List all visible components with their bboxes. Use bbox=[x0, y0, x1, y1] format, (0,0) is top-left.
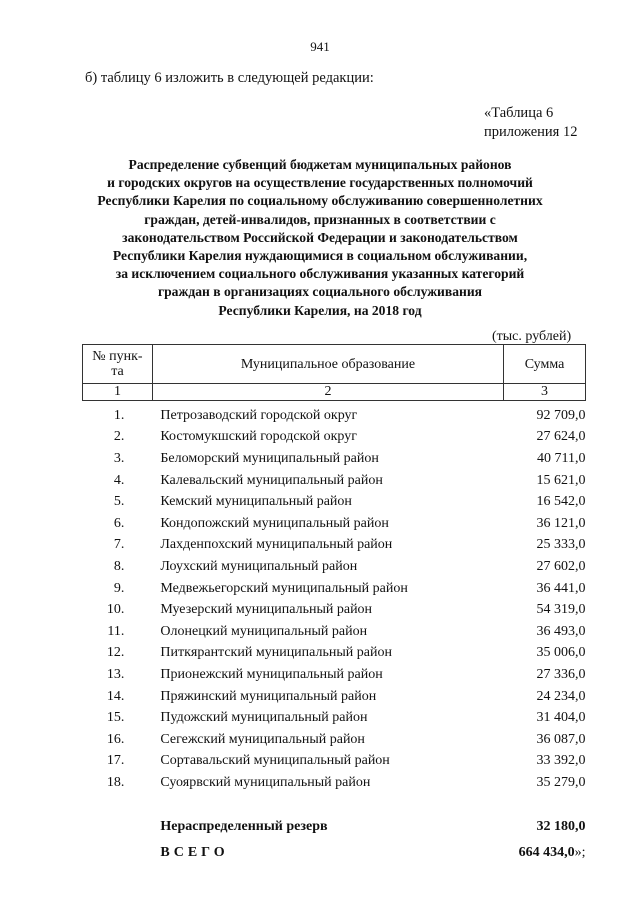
municipality-name: Олонецкий муниципальный район bbox=[160, 623, 368, 639]
municipality-name: Пряжинский муниципальный район bbox=[160, 688, 377, 704]
municipality-name: Сортавальский муниципальный район bbox=[160, 753, 390, 769]
table-row bbox=[83, 686, 586, 708]
reserve-sum: 32 180,0 bbox=[536, 818, 586, 834]
table-row bbox=[83, 772, 586, 794]
column-number: 1 bbox=[83, 384, 153, 401]
title-line: законодательством Российской Федерации и законодательством bbox=[122, 229, 518, 245]
table-row bbox=[83, 621, 586, 643]
row-number: 2. bbox=[113, 429, 125, 445]
total-sum-cell bbox=[504, 840, 586, 866]
row-number: 12. bbox=[106, 645, 125, 661]
row-sum: 40 711,0 bbox=[537, 450, 586, 466]
municipality-name: Петрозаводский городской округ bbox=[160, 407, 358, 423]
row-sum: 36 441,0 bbox=[536, 580, 586, 596]
table-row bbox=[83, 664, 586, 686]
page-number: 941 bbox=[310, 39, 330, 54]
table-row bbox=[83, 707, 586, 729]
title-line: Республики Карелия по социальному обслуживанию совершеннолетних bbox=[97, 193, 543, 209]
reserve-number-cell bbox=[83, 814, 153, 840]
row-sum: 36 493,0 bbox=[536, 623, 586, 639]
header-item-number-line-1: № пунк- bbox=[92, 349, 143, 364]
municipality-name: Калевальский муниципальный район bbox=[160, 472, 383, 488]
row-sum: 15 621,0 bbox=[536, 472, 586, 488]
row-number: 5. bbox=[113, 494, 125, 510]
total-row bbox=[83, 840, 586, 866]
row-sum: 92 709,0 bbox=[536, 407, 586, 423]
intro-text: б) таблицу 6 изложить в следующей редакции: bbox=[85, 70, 374, 86]
row-sum: 31 404,0 bbox=[536, 710, 586, 726]
title-line: Республики Карелия нуждающимися в социальном обслуживании, bbox=[112, 248, 528, 264]
row-number: 8. bbox=[113, 558, 125, 574]
municipality-name: Муезерский муниципальный район bbox=[160, 602, 373, 618]
row-sum: 25 333,0 bbox=[536, 537, 586, 553]
header-item-number-line-2: та bbox=[111, 364, 124, 379]
municipality-name: Прионежский муниципальный район bbox=[160, 666, 383, 682]
municipality-name: Лахденпохский муниципальный район bbox=[160, 537, 393, 553]
table-row bbox=[83, 751, 586, 773]
table-row bbox=[83, 448, 586, 470]
row-sum: 54 319,0 bbox=[536, 602, 586, 618]
row-number: 3. bbox=[113, 450, 125, 466]
row-sum: 27 336,0 bbox=[536, 666, 586, 682]
row-sum: 24 234,0 bbox=[536, 688, 586, 704]
table-row bbox=[83, 578, 586, 600]
municipality-name: Медвежьегорский муниципальный район bbox=[160, 580, 408, 596]
table-row bbox=[83, 599, 586, 621]
row-number: 10. bbox=[106, 602, 125, 618]
title-line: и городских округов на осуществление государственных полномочий bbox=[107, 175, 533, 191]
header-sum: Сумма bbox=[504, 345, 586, 384]
table-body bbox=[83, 401, 586, 866]
row-number: 11. bbox=[107, 623, 125, 639]
row-sum: 33 392,0 bbox=[536, 753, 586, 769]
table-row bbox=[83, 729, 586, 751]
title-line: Республики Карелия, на 2018 год bbox=[218, 302, 422, 318]
row-sum: 35 279,0 bbox=[536, 774, 586, 790]
row-number: 1. bbox=[113, 407, 125, 423]
municipality-name: Беломорский муниципальный район bbox=[160, 450, 379, 466]
municipality-name: Суоярвский муниципальный район bbox=[160, 774, 371, 790]
title-line: граждан в организациях социального обслуживания bbox=[157, 284, 483, 300]
units-label: (тыс. рублей) bbox=[492, 329, 572, 344]
row-number: 7. bbox=[113, 537, 125, 553]
row-number: 13. bbox=[106, 666, 125, 682]
row-sum: 35 006,0 bbox=[536, 645, 586, 661]
table-row bbox=[83, 470, 586, 492]
table-row bbox=[83, 643, 586, 665]
row-sum: 27 624,0 bbox=[536, 429, 586, 445]
row-number: 18. bbox=[106, 774, 125, 790]
row-sum: 36 087,0 bbox=[536, 731, 586, 747]
municipality-name: Лоухский муниципальный район bbox=[160, 558, 358, 574]
municipality-name: Питкярантский муниципальный район bbox=[160, 645, 392, 661]
row-number: 9. bbox=[113, 580, 125, 596]
reserve-label: Нераспределенный резерв bbox=[160, 818, 328, 834]
total-number-cell bbox=[83, 840, 153, 866]
table-row bbox=[83, 405, 586, 427]
row-number: 6. bbox=[113, 515, 125, 531]
title-line: за исключением социального обслуживания указанных категорий bbox=[115, 266, 525, 282]
table-row bbox=[83, 535, 586, 557]
table-row bbox=[83, 491, 586, 513]
row-number: 17. bbox=[106, 753, 125, 769]
row-sum: 36 121,0 bbox=[536, 515, 586, 531]
row-sum: 27 602,0 bbox=[536, 558, 586, 574]
title-line: граждан, детей-инвалидов, признанных в соответствии с bbox=[144, 211, 496, 227]
column-number-row bbox=[83, 384, 586, 401]
municipality-name: Сегежский муниципальный район bbox=[160, 731, 365, 747]
table-row bbox=[83, 556, 586, 578]
closing-quote: »; bbox=[574, 844, 586, 860]
table-row bbox=[83, 513, 586, 535]
row-number: 14. bbox=[106, 688, 125, 704]
subvention-table bbox=[82, 344, 586, 866]
municipality-name: Кемский муниципальный район bbox=[160, 494, 352, 510]
row-number: 16. bbox=[106, 731, 125, 747]
header-item-number bbox=[83, 345, 153, 384]
appendix-line-2: приложения 12 bbox=[484, 124, 578, 140]
row-number: 15. bbox=[106, 710, 125, 726]
table-title bbox=[60, 156, 580, 320]
appendix-reference bbox=[484, 104, 577, 142]
reserve-row bbox=[83, 814, 586, 840]
table-header-row bbox=[83, 345, 586, 384]
total-label: ВСЕГО bbox=[160, 844, 229, 860]
total-sum: 664 434,0 bbox=[518, 844, 575, 860]
municipality-name: Кондопожский муниципальный район bbox=[160, 515, 389, 531]
municipality-name: Костомукшский городской округ bbox=[160, 429, 357, 445]
table-row bbox=[83, 427, 586, 449]
title-line: Распределение субвенций бюджетам муниципальных районов bbox=[128, 157, 512, 172]
column-number: 3 bbox=[504, 384, 586, 401]
row-number: 4. bbox=[113, 472, 125, 488]
row-sum: 16 542,0 bbox=[536, 494, 586, 510]
header-municipality: Муниципальное образование bbox=[152, 345, 503, 384]
column-number: 2 bbox=[152, 384, 503, 401]
municipality-name: Пудожский муниципальный район bbox=[160, 710, 368, 726]
appendix-line-1: «Таблица 6 bbox=[484, 105, 554, 121]
